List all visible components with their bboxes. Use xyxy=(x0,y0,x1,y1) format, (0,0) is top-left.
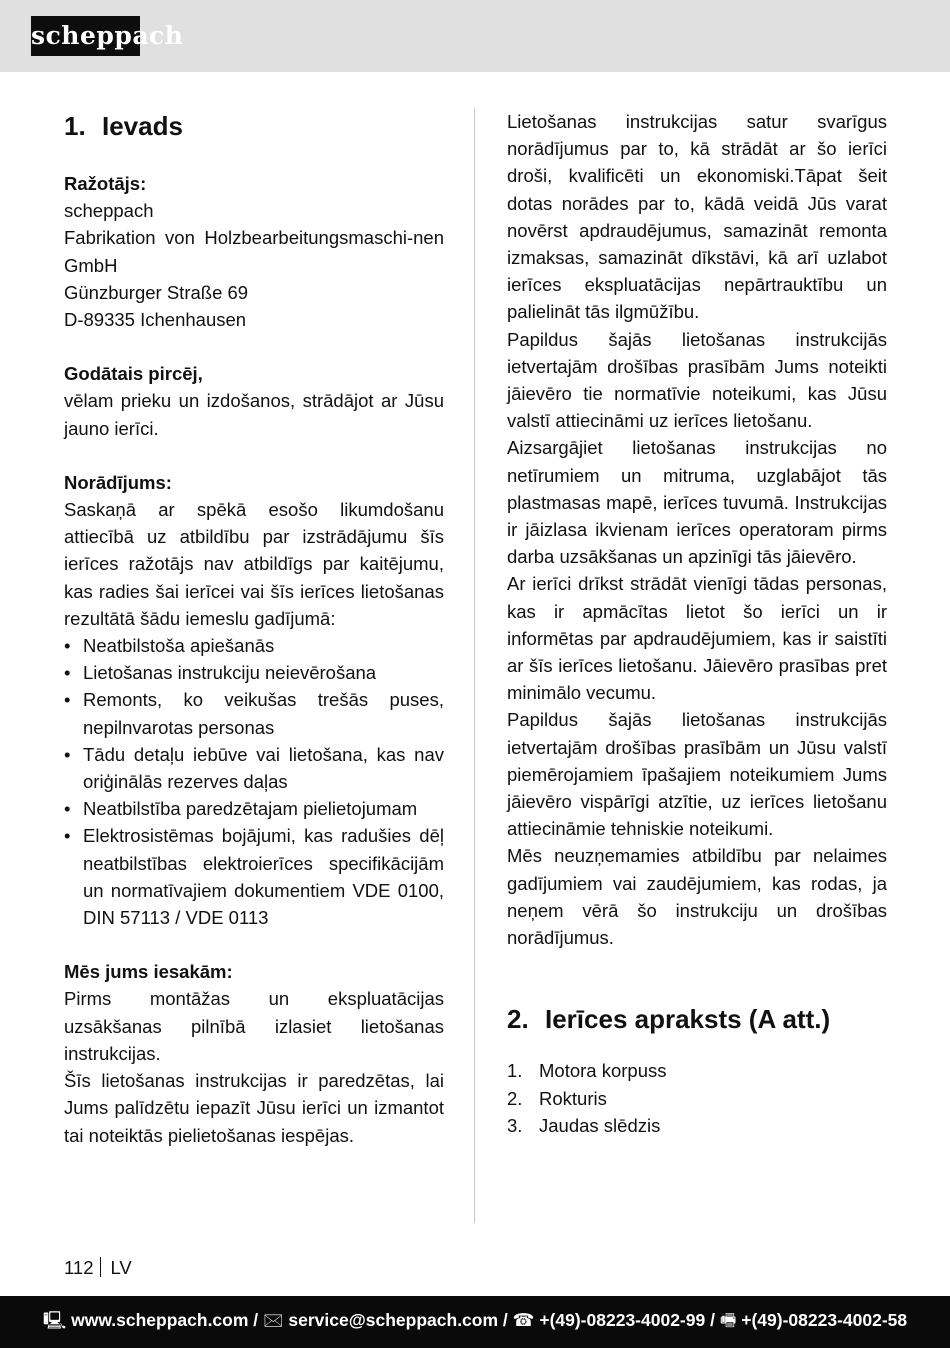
paragraph: Papildus šajās lietošanas instrukcijās ietvertajām drošības prasībām un Jūsu valstī piemērojamiem īpašajiem noteikumiem Jums jāievēro vispārīgi atzītie, uz ierīces lietošanu attiecināmie tehniskie noteikumi. xyxy=(507,709,887,840)
phone-number: +(49)-08223-4002-99 / xyxy=(539,1310,715,1330)
note-label: Norādījums: xyxy=(64,471,172,493)
manufacturer-line: Fabrikation von Holzbearbeitungsmaschi-nen GmbH xyxy=(64,227,444,276)
envelope-icon: 🖂 xyxy=(263,1310,284,1330)
website-link[interactable]: www.scheppach.com / xyxy=(71,1310,259,1330)
list-item: 1. Motora korpuss xyxy=(507,1060,667,1082)
manufacturer-line: D-89335 Ichenhausen xyxy=(64,309,247,331)
page-number: 112 LV xyxy=(64,1257,132,1278)
list-item: • Lietošanas instrukciju neievērošana xyxy=(64,659,444,686)
paragraph: Aizsargājiet lietošanas instrukcijas no netīrumiem un mitruma, uzglabājot tās plastmasas mapē, ierīces tuvumā. Instrukcijas ir jāizlasa ikvienam ierīces operatoram pirms darba uzsākšanas un apzinīgi tās jāievēro. xyxy=(507,437,887,568)
right-column xyxy=(507,108,887,1139)
recommend-label: Mēs jums iesakām: xyxy=(64,961,233,983)
manufacturer-line: scheppach xyxy=(64,200,154,222)
left-column xyxy=(64,108,444,1149)
paragraph: Papildus šajās lietošanas instrukcijās ietvertajām drošības prasībām Jums noteikti jāievēro tie normatīvie noteikumi, kas Jūsu valstī attiecināmi uz ierīces lietošanu. xyxy=(507,328,887,432)
fax-number: +(49)-08223-4002-58 xyxy=(741,1310,908,1330)
list-item: • Remonts, ko veikušas trešās puses, nepilnvarotas personas xyxy=(64,686,444,740)
paragraph: Ar ierīci drīkst strādāt vienīgi tādas personas, kas ir apmācītas lietot šo ierīci un ir informētas par apdraudējumiem, kas ir saistīti ar šīs ierīces lietošanu. Jāievēro prasības pret minimālo vecumu. xyxy=(507,573,887,704)
computer-icon: 🖳 xyxy=(42,1310,67,1330)
recommend-text: Pirms montāžas un ekspluatācijas uzsākšanas pilnībā izlasiet lietošanas instrukcijas. xyxy=(64,988,444,1064)
list-item: • Neatbilstoša apiešanās xyxy=(64,632,444,659)
fax-icon: 🖷 xyxy=(719,1310,737,1330)
parts-list xyxy=(507,1057,887,1139)
note-text: Saskaņā ar spēkā esošo likumdošanu attiecībā uz atbildību par izstrādājumu šīs ierīces ražotājs nav atbildīgs par kaitējumu, kas radies šai ierīcei vai šīs ierīces lietošanas rezultātā šādu iemeslu gadījumā: xyxy=(64,499,444,629)
liability-exclusions-list xyxy=(64,632,444,931)
paragraph: Lietošanas instrukcijas satur svarīgus norādījumus par to, kā strādāt ar šo ierīci droši, kvalificēti un ekonomiski.Tāpat šeit dotas norādes par to, kādā veidā Jūs varat novērst apdraudējumus, samazināt remonta izmaksas, samazināt dīkstāvi, kā arī uzlabot ierīces ekspluatācijas nepārtrauktību un palielināt tās ilgmūžību. xyxy=(507,111,887,323)
list-item: • Tādu detaļu iebūve vai lietošana, kas nav oriģinālās rezerves daļas xyxy=(64,741,444,795)
scheppach-logo: scheppach xyxy=(31,16,140,56)
column-divider xyxy=(474,108,475,1223)
list-item: • Neatbilstība paredzētajam pielietojumam xyxy=(64,795,444,822)
email-link[interactable]: service@scheppach.com / xyxy=(288,1310,508,1330)
list-item: 2. Rokturis xyxy=(507,1087,607,1109)
list-item: • Elektrosistēmas bojājumi, kas radušies dēļ neatbilstības elektroierīces specifikācijām un normatīvajiem dokumentiem VDE 0100, DIN 57113 / VDE 0113 xyxy=(64,822,444,931)
phone-icon: ☎ xyxy=(512,1310,535,1330)
manufacturer-line: Günzburger Straße 69 xyxy=(64,281,249,303)
greeting-label: Godātais pircēj, xyxy=(64,363,203,385)
header-bar xyxy=(0,0,950,72)
list-item: 3. Jaudas slēdzis xyxy=(507,1114,661,1136)
section-2-title: 2. Ierīces apraksts (A att.) xyxy=(507,1004,831,1035)
section-1-title: 1. Ievads xyxy=(64,111,183,141)
greeting-text: vēlam prieku un izdošanos, strādājot ar Jūsu jauno ierīci. xyxy=(64,390,444,439)
manufacturer-label: Ražotājs: xyxy=(64,173,147,194)
paragraph: Mēs neuzņemamies atbildību par nelaimes gadījumiem vai zaudējumiem, kas rodas, ja neņem vērā šo instrukciju un drošības norādījumus. xyxy=(507,845,887,949)
footer-bar xyxy=(0,1296,950,1348)
recommend-text: Šīs lietošanas instrukcijas ir paredzētas, lai Jums palīdzētu iepazīt Jūsu ierīci un izmantot tai noteiktās pielietošanas iespējas. xyxy=(64,1070,444,1146)
